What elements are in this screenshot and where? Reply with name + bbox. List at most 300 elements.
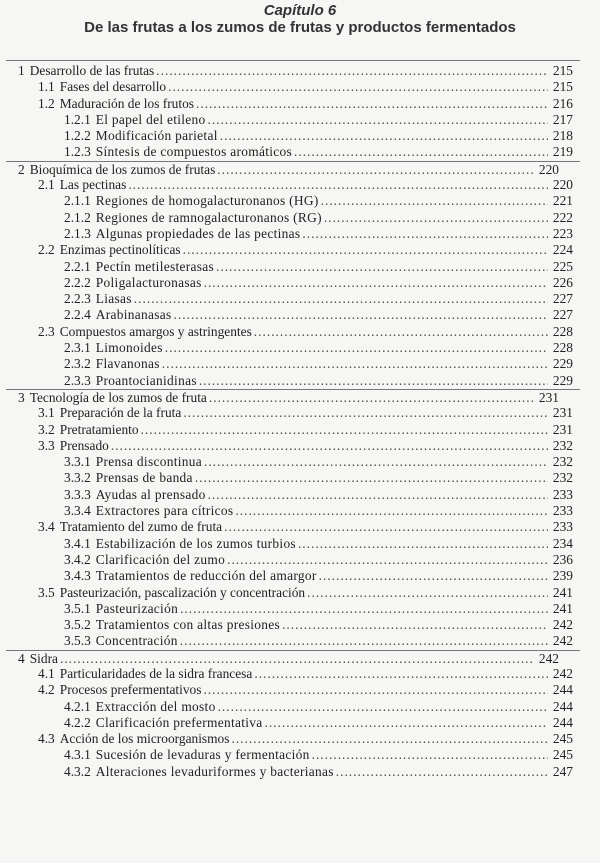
- section-number: 3.3.2: [64, 470, 91, 486]
- section-title: Acción de los microorganismos: [59, 731, 230, 747]
- page-number: 228: [552, 323, 573, 339]
- page-number: 245: [552, 747, 573, 763]
- section-number: 3.3: [38, 437, 55, 453]
- section-title: Particularidades de la sidra francesa: [59, 665, 253, 681]
- dot-leader: [183, 242, 548, 258]
- toc-entry-text: [64, 747, 548, 763]
- page-number: 242: [552, 665, 573, 681]
- toc-entry: [0, 96, 600, 112]
- page-number: 231: [552, 421, 573, 437]
- toc-entry: [0, 633, 600, 649]
- section-title: Regiones de ramnogalacturonanos (RG): [95, 209, 322, 225]
- section-title: Procesos prefermentativos: [59, 682, 202, 698]
- toc-entry: [0, 275, 600, 291]
- dot-leader: [209, 390, 534, 406]
- toc-entry: [0, 373, 600, 389]
- section-title: Tratamientos de reducción del amargor: [95, 568, 317, 584]
- section-title: Compuestos amargos y astringentes: [59, 323, 252, 339]
- section-number: 4.2: [38, 682, 55, 698]
- page-number: 242: [538, 650, 559, 666]
- section-title: Tratamiento del zumo de fruta: [59, 519, 223, 535]
- toc-entry-label: [38, 731, 231, 747]
- section-number: 1.1: [38, 79, 55, 95]
- dot-leader: [180, 633, 548, 649]
- toc-entry-label: [64, 112, 208, 128]
- page-number: 221: [552, 193, 573, 209]
- toc-entry-text: [64, 210, 548, 226]
- page-number: 234: [552, 535, 573, 551]
- dot-leader: [298, 536, 548, 552]
- toc-entry: [0, 405, 600, 421]
- section-number: 4.2.1: [64, 698, 91, 714]
- chapter-label: Capítulo 6: [263, 2, 337, 19]
- dot-leader: [217, 162, 534, 178]
- section-number: 3.4.3: [64, 568, 91, 584]
- dot-leader: [254, 666, 548, 682]
- section-number: 2.2.2: [64, 274, 91, 290]
- toc-entry-label: [18, 390, 209, 406]
- toc-entry-text: [64, 291, 548, 307]
- toc-entry-label: [38, 405, 183, 421]
- section-title: Algunas propiedades de las pectinas: [95, 225, 301, 241]
- dot-leader: [224, 519, 548, 535]
- toc-entry-label: [18, 63, 156, 79]
- section-title: Concentración: [95, 633, 178, 649]
- dot-leader: [208, 487, 548, 503]
- toc-entry: [0, 307, 600, 323]
- toc-entry: [0, 291, 600, 307]
- dot-leader: [60, 651, 534, 667]
- section-title: Pectín metilesterasas: [95, 258, 215, 274]
- dot-leader: [156, 63, 548, 79]
- section-title: Sucesión de levaduras y fermentación: [95, 747, 310, 763]
- toc-entry-label: [64, 503, 235, 519]
- dot-leader: [227, 552, 548, 568]
- dot-leader: [180, 601, 548, 617]
- page-number: 229: [552, 356, 573, 372]
- section-title: Regiones de homogalacturonanos (HG): [95, 193, 319, 209]
- section-number: 2.2.4: [64, 307, 91, 323]
- toc-entry-text: [38, 519, 548, 535]
- section-number: 1: [18, 63, 25, 78]
- toc-entry-text: [64, 373, 548, 389]
- toc-entry: [0, 63, 600, 79]
- toc-entry-text: [64, 503, 548, 519]
- toc-entry-text: [38, 405, 548, 421]
- dot-leader: [307, 585, 548, 601]
- page-number: 236: [552, 551, 573, 567]
- page-number: 217: [552, 111, 573, 127]
- toc-entry-label: [64, 487, 208, 503]
- section-number: 1.2: [38, 95, 55, 111]
- section-number: 3.3.4: [64, 503, 91, 519]
- dot-leader: [204, 454, 548, 470]
- page-number: 222: [552, 209, 573, 225]
- section-title: Tecnología de los zumos de fruta: [29, 389, 207, 405]
- toc-entry-text: [38, 682, 548, 698]
- dot-leader: [196, 96, 548, 112]
- dot-leader: [208, 112, 548, 128]
- toc-entry-label: [38, 324, 254, 340]
- dot-leader: [195, 470, 548, 486]
- toc-entry: [0, 438, 600, 454]
- toc-entry-text: [38, 79, 548, 95]
- toc-entry: [0, 79, 600, 95]
- section-number: 3.5.1: [64, 600, 91, 616]
- dot-leader: [141, 422, 548, 438]
- section-title: Extracción del mosto: [95, 698, 216, 714]
- dot-leader: [336, 764, 548, 780]
- toc-entry-label: [64, 210, 324, 226]
- section-number: 2.3.2: [64, 356, 91, 372]
- toc-entry-label: [18, 162, 217, 178]
- toc-entry-text: [64, 470, 548, 486]
- page-number: 241: [552, 584, 573, 600]
- page-number: 232: [552, 470, 573, 486]
- page-number: 228: [552, 340, 573, 356]
- section-number: 2.2.3: [64, 291, 91, 307]
- toc-entry-text: [64, 568, 548, 584]
- toc-entry: [0, 487, 600, 503]
- section-number: 3.4: [38, 519, 55, 535]
- toc-entry-label: [38, 682, 203, 698]
- page-number: 245: [552, 731, 573, 747]
- section-title: Prensa discontinua: [95, 454, 202, 470]
- section-number: 4.3: [38, 731, 55, 747]
- toc-entry-text: [64, 454, 548, 470]
- toc-entry-text: [18, 63, 548, 79]
- page-number: 231: [552, 405, 573, 421]
- toc-entry: [6, 389, 580, 405]
- dot-leader: [264, 715, 548, 731]
- section-number: 1.2.1: [64, 111, 91, 127]
- section-number: 3.5: [38, 584, 55, 600]
- page-number: 244: [552, 682, 573, 698]
- toc-entry-text: [18, 390, 534, 406]
- section-number: 2.3.1: [64, 340, 91, 356]
- section-title: Extractores para cítricos: [95, 503, 234, 519]
- dot-leader: [111, 438, 548, 454]
- toc-entry-text: [64, 601, 548, 617]
- toc-entry-label: [64, 470, 195, 486]
- toc-entry-label: [64, 226, 302, 242]
- toc-entry-text: [64, 699, 548, 715]
- toc-entry: [0, 519, 600, 535]
- page-number: 233: [552, 486, 573, 502]
- section-number: 3.1: [38, 405, 55, 421]
- toc-entry-label: [64, 536, 298, 552]
- section-number: 1.2.2: [64, 128, 91, 144]
- dot-leader: [220, 128, 548, 144]
- section-title: Pretratamiento: [59, 421, 139, 437]
- toc-entry-text: [64, 259, 548, 275]
- section-number: 3.5.2: [64, 617, 91, 633]
- section-title: Síntesis de compuestos aromáticos: [95, 144, 293, 160]
- toc-entry-label: [64, 307, 174, 323]
- toc-entry-text: [64, 128, 548, 144]
- section-number: 3.4.1: [64, 535, 91, 551]
- toc-entry: [0, 340, 600, 356]
- section-number: 3.5.3: [64, 633, 91, 649]
- toc-entry-label: [64, 259, 216, 275]
- dot-leader: [216, 259, 548, 275]
- dot-leader: [302, 226, 548, 242]
- section-title: Liasas: [95, 291, 132, 307]
- toc-entry-label: [38, 242, 183, 258]
- section-number: 3.3.1: [64, 454, 91, 470]
- toc-entry: [6, 161, 580, 177]
- toc-entry-text: [64, 633, 548, 649]
- toc-entry: [0, 128, 600, 144]
- dot-leader: [204, 275, 548, 291]
- toc-entry: [0, 356, 600, 372]
- section-title: Ayudas al prensado: [95, 486, 206, 502]
- toc-entry-label: [64, 617, 282, 633]
- section-number: 4.2.2: [64, 714, 91, 730]
- section-title: Tratamientos con altas presiones: [95, 617, 281, 633]
- toc-entry: [0, 747, 600, 763]
- toc-entry-text: [64, 275, 548, 291]
- toc-entry-text: [64, 193, 548, 209]
- page-number: 223: [552, 225, 573, 241]
- dot-leader: [183, 405, 548, 421]
- dot-leader: [134, 291, 548, 307]
- toc-entry-text: [64, 307, 548, 323]
- toc-entry-text: [64, 487, 548, 503]
- section-title: El papel del etileno: [95, 111, 206, 127]
- toc-entry: [0, 177, 600, 193]
- page-number: 215: [552, 63, 573, 78]
- page-number: 244: [552, 714, 573, 730]
- dot-leader: [319, 568, 548, 584]
- toc-entry-text: [38, 422, 548, 438]
- section-title: Enzimas pectinolíticas: [59, 242, 181, 258]
- toc-entry: [0, 422, 600, 438]
- section-title: Flavanonas: [95, 356, 160, 372]
- section-title: Bioquímica de los zumos de frutas: [29, 161, 216, 177]
- section-title: Modificación parietal: [95, 128, 218, 144]
- page-number: 218: [552, 128, 573, 144]
- section-title: Pasteurización, pascalización y concentración: [59, 584, 306, 600]
- dot-leader: [162, 356, 548, 372]
- toc-entry-text: [64, 226, 548, 242]
- dot-leader: [231, 731, 548, 747]
- toc-entry: [0, 666, 600, 682]
- section-title: Las pectinas: [59, 177, 127, 193]
- section-number: 2.3.3: [64, 372, 91, 388]
- toc-entry-text: [38, 666, 548, 682]
- section-number: 3.3.3: [64, 486, 91, 502]
- toc-entry-text: [64, 356, 548, 372]
- toc-entry: [6, 650, 580, 666]
- section-number: 2.1.2: [64, 209, 91, 225]
- section-title: Clarificación del zumo: [95, 551, 226, 567]
- toc-entry-text: [38, 438, 548, 454]
- page-number: 220: [552, 177, 573, 193]
- table-of-contents: [0, 63, 600, 780]
- toc-entry-label: [38, 438, 111, 454]
- dot-leader: [165, 340, 548, 356]
- toc-entry: [0, 568, 600, 584]
- page-number: 226: [552, 274, 573, 290]
- toc-entry-label: [64, 552, 227, 568]
- dot-leader: [312, 747, 548, 763]
- toc-entry-text: [38, 731, 548, 747]
- page-number: 244: [552, 698, 573, 714]
- toc-entry-text: [38, 177, 548, 193]
- toc-entry-text: [64, 764, 548, 780]
- page-number: 227: [552, 307, 573, 323]
- page-number: 215: [552, 79, 573, 95]
- page-number: 241: [552, 600, 573, 616]
- toc-entry: [0, 193, 600, 209]
- section-number: 3.2: [38, 421, 55, 437]
- toc-entry-text: [64, 340, 548, 356]
- toc-entry-label: [64, 568, 319, 584]
- page-number: 232: [552, 437, 573, 453]
- section-title: Desarrollo de las frutas: [29, 63, 155, 78]
- toc-entry-label: [64, 275, 204, 291]
- toc-entry: [0, 210, 600, 226]
- toc-entry-label: [38, 96, 196, 112]
- toc-entry-text: [64, 112, 548, 128]
- page-number: 216: [552, 95, 573, 111]
- toc-entry: [0, 226, 600, 242]
- dot-leader: [282, 617, 548, 633]
- toc-entry-label: [18, 651, 60, 667]
- toc-entry: [0, 470, 600, 486]
- toc-entry: [0, 324, 600, 340]
- dot-leader: [218, 699, 548, 715]
- section-number: 4.3.1: [64, 747, 91, 763]
- toc-entry-label: [64, 373, 199, 389]
- toc-entry-label: [64, 128, 220, 144]
- toc-entry-text: [38, 585, 548, 601]
- section-number: 2.2.1: [64, 258, 91, 274]
- page-number: 225: [552, 258, 573, 274]
- dot-leader: [235, 503, 548, 519]
- section-number: 2.1.1: [64, 193, 91, 209]
- toc-entry-label: [64, 193, 321, 209]
- dot-leader: [254, 324, 548, 340]
- toc-entry: [0, 503, 600, 519]
- section-title: Preparación de la fruta: [59, 405, 182, 421]
- toc-entry-label: [64, 715, 264, 731]
- toc-entry-label: [64, 699, 218, 715]
- toc-entry-label: [64, 601, 180, 617]
- toc-entry-label: [38, 422, 141, 438]
- section-number: 4: [18, 650, 25, 666]
- toc-entry: [0, 144, 600, 160]
- section-number: 2.1: [38, 177, 55, 193]
- section-title: Prensas de banda: [95, 470, 193, 486]
- page-number: 229: [552, 372, 573, 388]
- page-number: 242: [552, 633, 573, 649]
- toc-entry: [0, 454, 600, 470]
- dot-leader: [321, 193, 548, 209]
- section-title: Estabilización de los zumos turbios: [95, 535, 296, 551]
- toc-entry-text: [64, 715, 548, 731]
- toc-entry-text: [38, 96, 548, 112]
- page-number: 247: [552, 763, 573, 779]
- page-number: 231: [538, 389, 559, 405]
- toc-entry-text: [38, 242, 548, 258]
- section-number: 3.4.2: [64, 551, 91, 567]
- page-number: 227: [552, 291, 573, 307]
- section-title: Alteraciones levaduriformes y bacterianas: [95, 763, 334, 779]
- section-number: 2.1.3: [64, 225, 91, 241]
- toc-entry: [0, 731, 600, 747]
- section-title: Arabinanasas: [95, 307, 172, 323]
- dot-leader: [199, 373, 548, 389]
- toc-entry: [0, 112, 600, 128]
- page-number: 232: [552, 454, 573, 470]
- section-title: Maduración de los frutos: [59, 95, 194, 111]
- section-number: 3: [18, 389, 25, 405]
- toc-entry-label: [64, 291, 134, 307]
- page-number: 224: [552, 242, 573, 258]
- section-title: Poligalacturonasas: [95, 274, 202, 290]
- page-number: 219: [552, 144, 573, 160]
- section-number: 4.3.2: [64, 763, 91, 779]
- toc-entry-text: [64, 536, 548, 552]
- toc-entry: [0, 699, 600, 715]
- section-number: 2.3: [38, 323, 55, 339]
- page-number: 242: [552, 617, 573, 633]
- toc-entry-label: [64, 356, 162, 372]
- dot-leader: [324, 210, 548, 226]
- toc-entry-text: [18, 162, 534, 178]
- section-title: Sidra: [29, 650, 58, 666]
- toc-entry: [0, 617, 600, 633]
- toc-entry: [0, 536, 600, 552]
- toc-entry-label: [38, 585, 307, 601]
- toc-entry-label: [64, 633, 180, 649]
- toc-entry-label: [38, 519, 224, 535]
- dot-leader: [128, 177, 548, 193]
- page-number: 233: [552, 503, 573, 519]
- page-number: 220: [538, 161, 559, 177]
- top-rule: [6, 60, 580, 61]
- toc-entry: [0, 242, 600, 258]
- toc-entry-label: [64, 340, 165, 356]
- section-number: 2: [18, 161, 25, 177]
- toc-entry: [0, 715, 600, 731]
- toc-entry-text: [18, 651, 534, 667]
- page-number: 233: [552, 519, 573, 535]
- section-title: Prensado: [59, 437, 109, 453]
- toc-entry: [0, 259, 600, 275]
- section-number: 1.2.3: [64, 144, 91, 160]
- section-title: Pasteurización: [95, 600, 179, 616]
- toc-entry-text: [64, 144, 548, 160]
- toc-entry-label: [38, 177, 128, 193]
- toc-entry-text: [38, 324, 548, 340]
- toc-entry-text: [64, 617, 548, 633]
- dot-leader: [294, 144, 548, 160]
- toc-entry-label: [64, 454, 204, 470]
- section-title: Fases del desarrollo: [59, 79, 167, 95]
- section-title: Clarificación prefermentativa: [95, 714, 263, 730]
- chapter-title: De las frutas a los zumos de frutas y productos fermentados: [84, 19, 516, 36]
- toc-entry: [0, 764, 600, 780]
- dot-leader: [168, 79, 548, 95]
- dot-leader: [203, 682, 548, 698]
- page-number: 239: [552, 568, 573, 584]
- section-title: Limonoides: [95, 340, 163, 356]
- section-title: Proantocianidinas: [95, 372, 197, 388]
- section-number: 2.2: [38, 242, 55, 258]
